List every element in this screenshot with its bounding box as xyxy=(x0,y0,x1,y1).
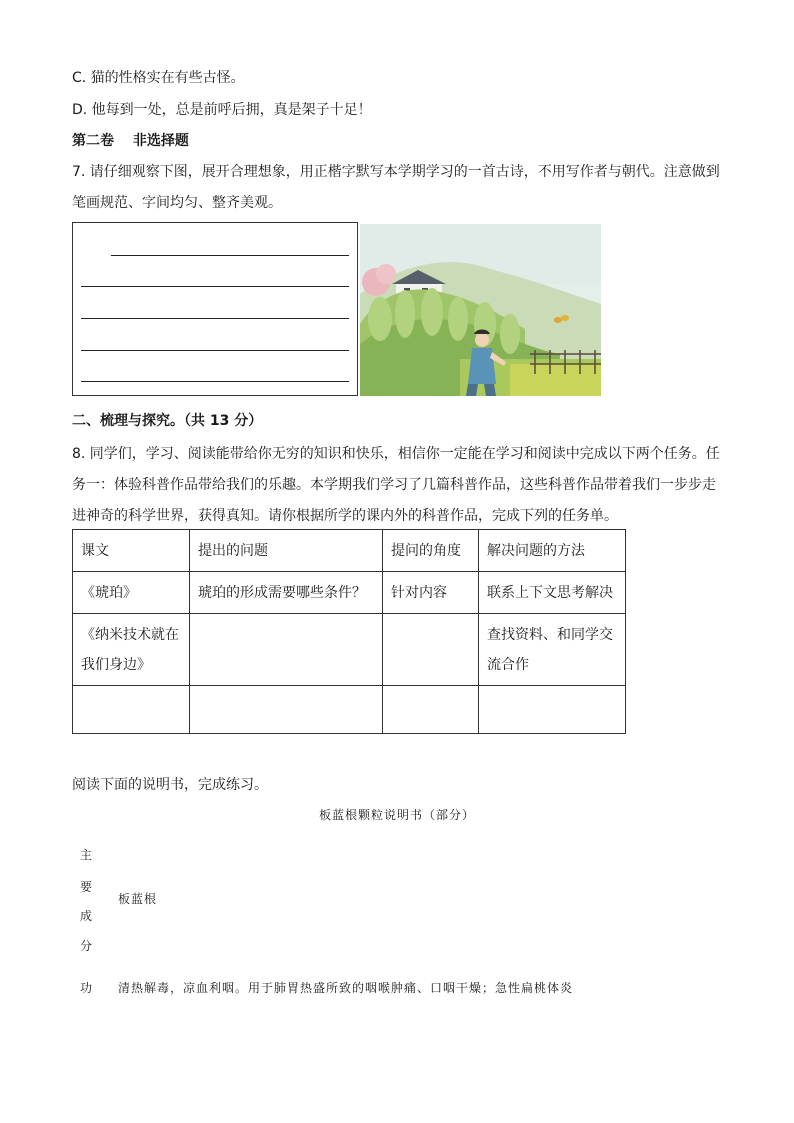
function-text: 清热解毒，凉血利咽。用于肺胃热盛所致的咽喉肿痛、口咽干燥；急性扁桃体炎 xyxy=(118,981,574,995)
writing-line xyxy=(81,286,349,287)
option-c: C. 猫的性格实在有些古怪。 xyxy=(72,70,245,86)
answer-cell[interactable] xyxy=(190,614,383,686)
task-table xyxy=(72,529,626,734)
table-row xyxy=(73,686,626,734)
table-row xyxy=(73,614,626,686)
table-cell: 针对内容 xyxy=(383,572,479,614)
table-row xyxy=(73,572,626,614)
section-heading: 第二卷 非选择题 xyxy=(72,133,189,149)
cell-text-line: 流合作 xyxy=(487,656,529,673)
main-ingredient: 板蓝根 xyxy=(118,892,158,906)
q7-line-1: 7. 请仔细观察下图，展开合理想象，用正楷字默写本学期学习的一首古诗，不用写作者与朝代。注意做到 xyxy=(72,164,720,180)
cell-text-line: 我们身边》 xyxy=(81,656,151,673)
writing-line xyxy=(81,350,349,351)
writing-box[interactable] xyxy=(72,222,358,396)
q8-line-1: 8. 同学们，学习、阅读能带给你无穷的知识和快乐，相信你一定能在学习和阅读中完成以下两个任务。任 xyxy=(72,446,720,462)
label-char: 分 xyxy=(80,939,93,953)
q7-line-2: 笔画规范、字间均匀、整齐美观。 xyxy=(72,195,282,211)
writing-line xyxy=(81,381,349,382)
writing-line xyxy=(81,318,349,319)
header-cell: 解决问题的方法 xyxy=(479,530,626,572)
cell-text-line: 《纳米技术就在 xyxy=(81,626,179,643)
header-cell: 提问的角度 xyxy=(383,530,479,572)
q8-line-2: 务一：体验科普作品带给我们的乐趣。本学期我们学习了几篇科普作品，这些科普作品带着我们一步步走 xyxy=(72,477,716,493)
writing-line xyxy=(111,255,349,256)
answer-cell[interactable] xyxy=(73,686,190,734)
cell-text-line: 查找资料、和同学交 xyxy=(487,626,613,643)
answer-cell[interactable] xyxy=(190,686,383,734)
header-cell: 提出的问题 xyxy=(190,530,383,572)
label-char: 成 xyxy=(80,909,93,923)
table-cell xyxy=(479,614,626,686)
table-header-row xyxy=(73,530,626,572)
table-cell: 联系上下文思考解决 xyxy=(479,572,626,614)
q8-line-3: 进神奇的科学世界，获得真知。请你根据所学的课内外的科普作品，完成下列的任务单。 xyxy=(72,508,618,524)
label-char: 功 xyxy=(80,981,93,995)
option-d: D. 他每到一处，总是前呼后拥，真是架子十足！ xyxy=(72,102,372,118)
poem-illustration xyxy=(360,224,601,396)
label-char: 主 xyxy=(80,848,93,862)
table-cell xyxy=(73,614,190,686)
answer-cell[interactable] xyxy=(479,686,626,734)
answer-cell[interactable] xyxy=(383,614,479,686)
answer-cell[interactable] xyxy=(383,686,479,734)
label-char: 要 xyxy=(80,880,93,894)
instructions-title: 板蓝根颗粒说明书（部分） xyxy=(318,808,475,822)
header-cell: 课文 xyxy=(73,530,190,572)
table-cell: 《琥珀》 xyxy=(73,572,190,614)
table-cell: 琥珀的形成需要哪些条件？ xyxy=(190,572,383,614)
illustration-svg xyxy=(360,224,601,396)
reading-intro: 阅读下面的说明书，完成练习。 xyxy=(72,777,268,793)
part2-heading: 二、梳理与探究。（共 13 分） xyxy=(72,413,263,429)
